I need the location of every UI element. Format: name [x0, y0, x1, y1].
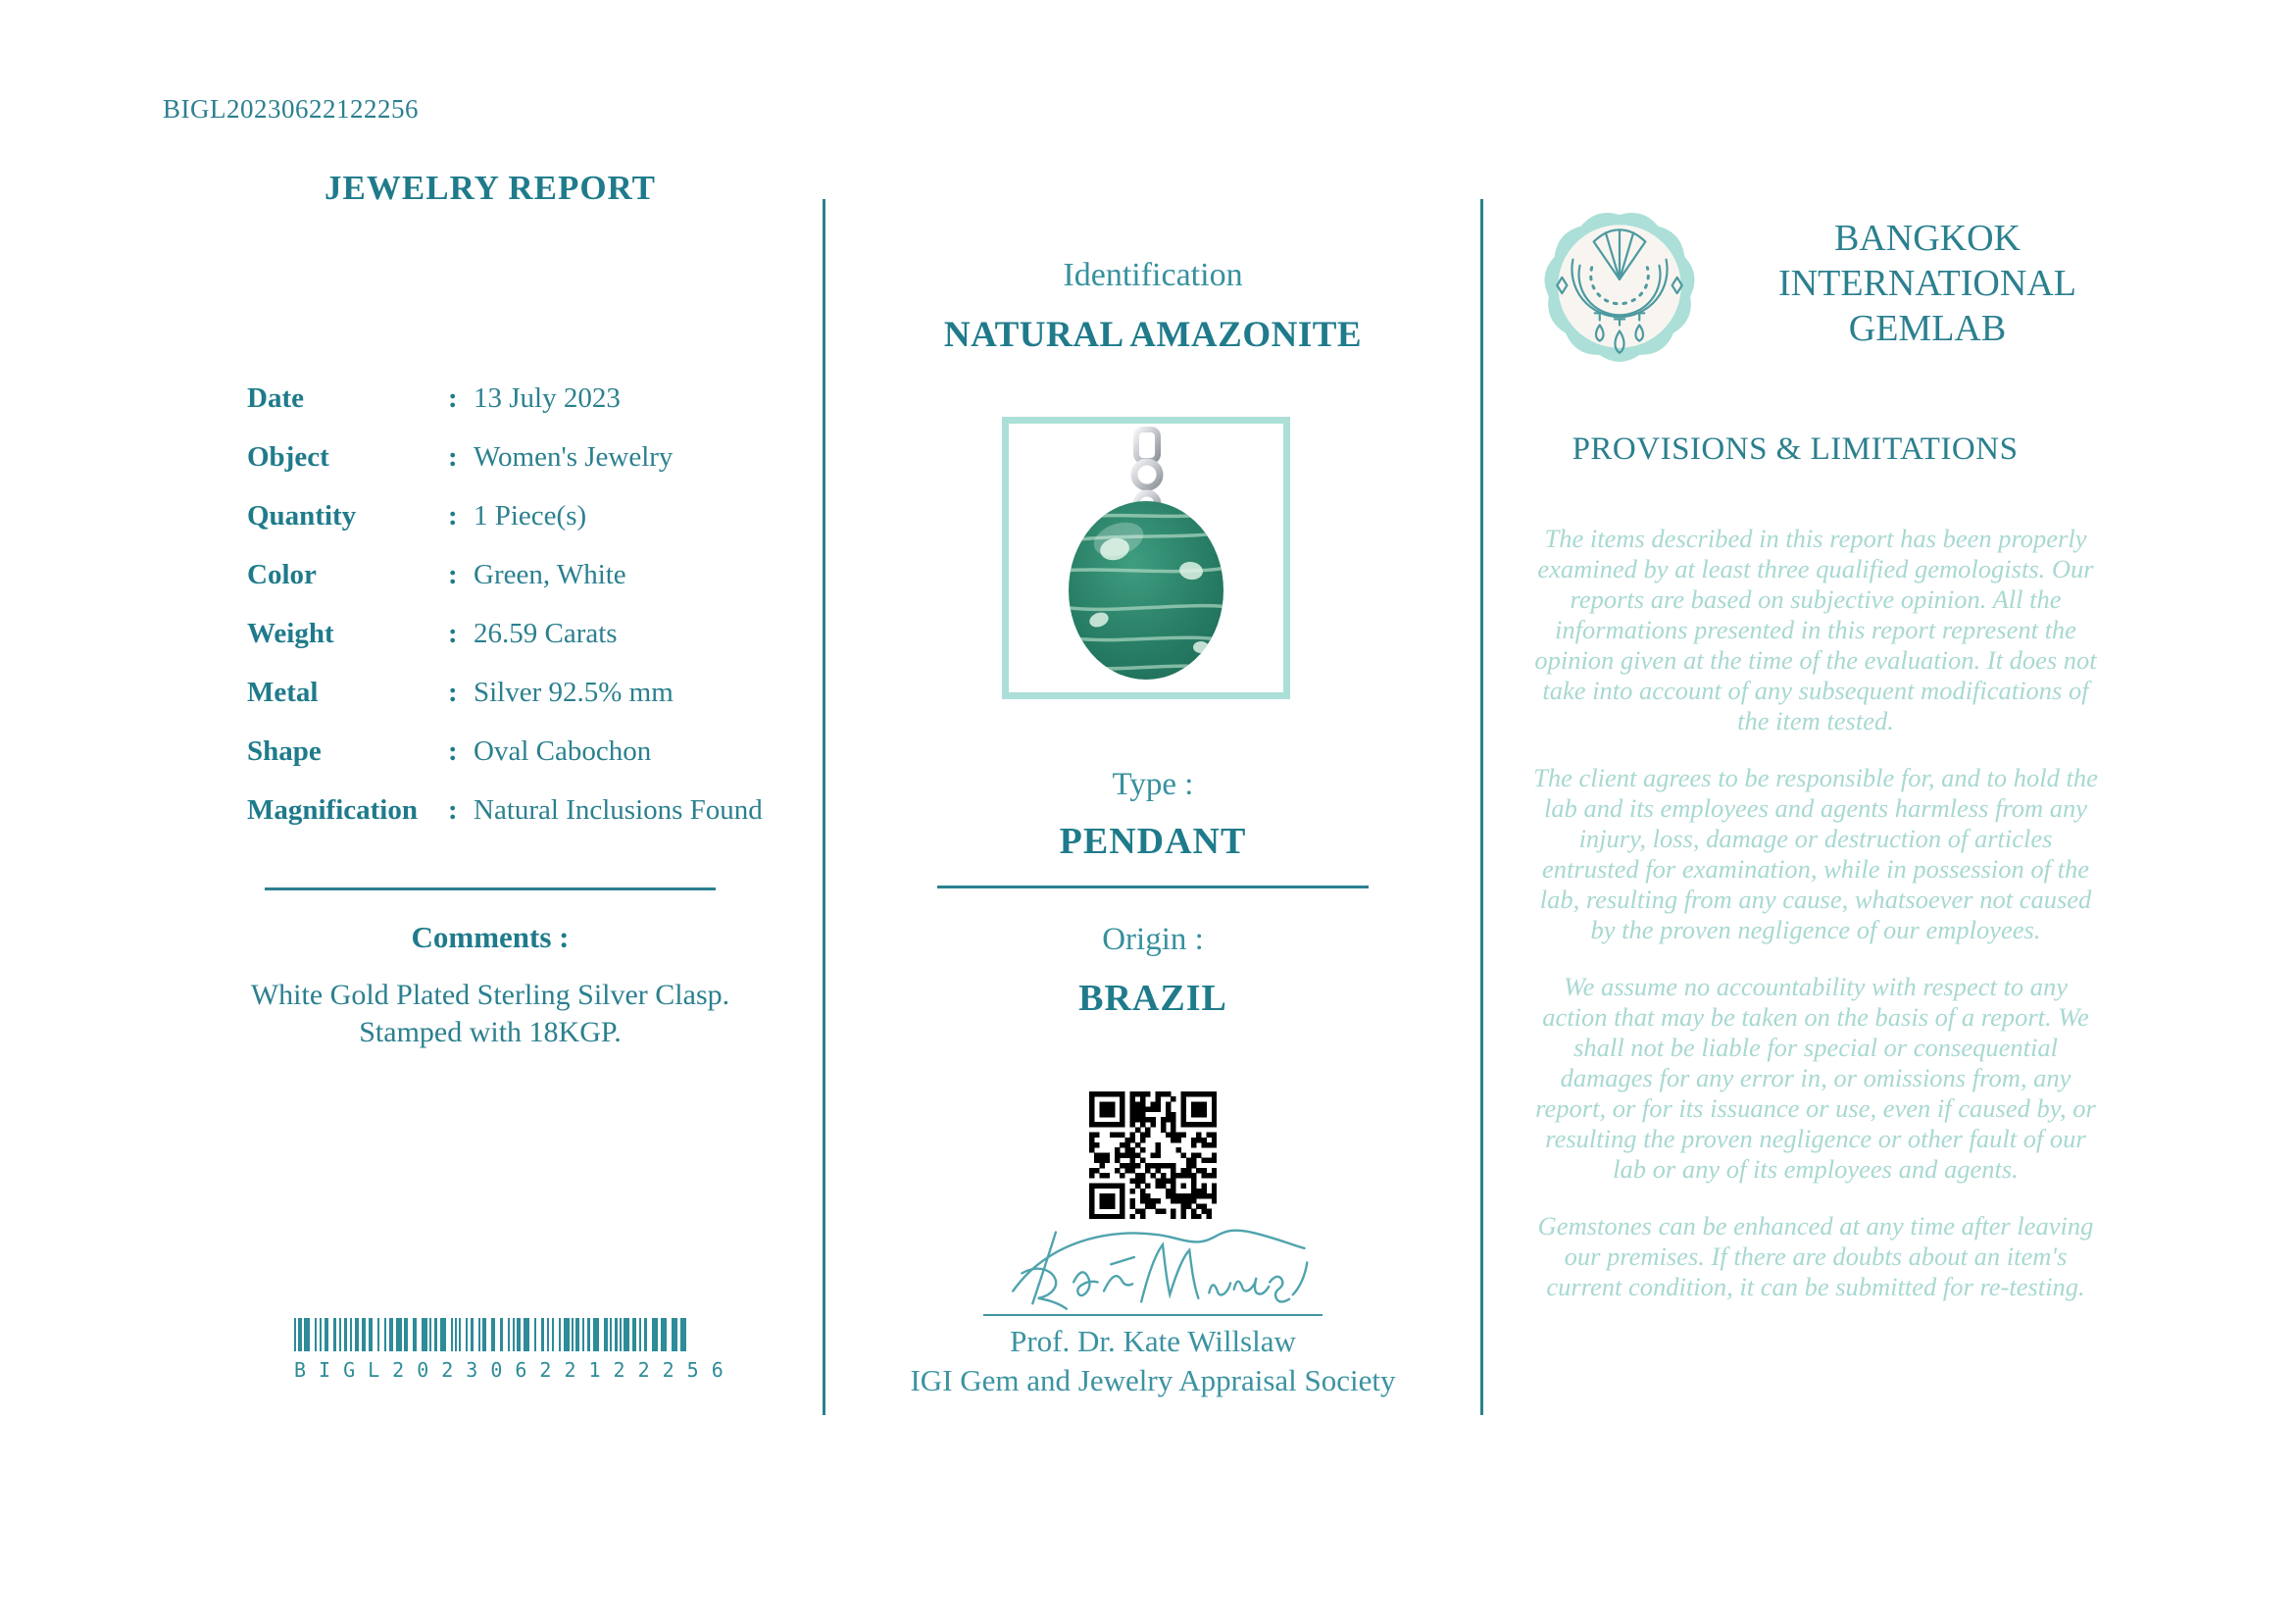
detail-colon: : — [448, 618, 458, 649]
detail-label: Shape — [247, 735, 322, 767]
lab-name: BANGKOK INTERNATIONAL GEMLAB — [1778, 218, 2076, 349]
detail-row-color — [247, 559, 811, 618]
comments-divider — [265, 887, 716, 890]
detail-colon: : — [448, 382, 458, 414]
detail-colon: : — [448, 677, 458, 708]
comment-line: White Gold Plated Sterling Silver Clasp. — [250, 979, 730, 1011]
provisions-text — [1532, 524, 2099, 1329]
detail-value: 1 Piece(s) — [474, 500, 587, 532]
qr-code-icon — [1089, 1091, 1217, 1219]
detail-row-object — [247, 441, 811, 500]
detail-label: Color — [247, 559, 317, 590]
provisions-paragraph: The items described in this report has been properly examined by at least three qualified gemologists. Our reports are based on subjective opinion. All the informations presented in this report represent the opinion given at the time of the evaluation. It does not take into account of any subsequent modifications of the item tested. — [1534, 524, 2097, 735]
detail-value: Oval Cabochon — [474, 735, 652, 767]
identification-heading: Identification — [1063, 257, 1243, 293]
report-title: JEWELRY REPORT — [324, 169, 656, 207]
detail-value: 26.59 Carats — [474, 618, 618, 649]
detail-label: Date — [247, 382, 304, 414]
origin-label: Origin : — [1102, 922, 1204, 957]
detail-colon: : — [448, 735, 458, 767]
report-number: BIGL20230622122256 — [163, 94, 419, 124]
detail-label: Magnification — [247, 794, 418, 826]
detail-label: Metal — [247, 677, 319, 708]
detail-value: Natural Inclusions Found — [474, 794, 763, 826]
type-value: PENDANT — [1059, 821, 1247, 862]
detail-row-shape — [247, 735, 811, 794]
signature — [981, 1218, 1324, 1316]
provisions-heading: PROVISIONS & LIMITATIONS — [1572, 431, 2019, 467]
detail-value: Green, White — [474, 559, 626, 590]
comments-text — [225, 977, 755, 1051]
detail-colon: : — [448, 794, 458, 826]
provisions-paragraph: Gemstones can be enhanced at any time after leaving our premises. If there are doubts about an item's current condition, it can be submitted for re-testing. — [1537, 1211, 2094, 1301]
signature-script-icon — [981, 1218, 1324, 1316]
detail-colon: : — [448, 500, 458, 532]
provisions-paragraph: The client agrees to be responsible for, and to hold the lab and its employees and agents harmless from any injury, loss, damage or destruction of articles entrusted for examination, while in possession of the lab, resulting from any cause, whatsoever not caused by the proven negligence of our employees. — [1533, 763, 2098, 944]
comment-line: Stamped with 18KGP. — [359, 1016, 622, 1048]
detail-colon: : — [448, 441, 458, 473]
qr-code — [1089, 1091, 1217, 1219]
detail-row-metal — [247, 677, 811, 735]
signatory-name: Prof. Dr. Kate Willslaw — [1010, 1324, 1296, 1358]
signatory-organization: IGI Gem and Jewelry Appraisal Society — [910, 1363, 1396, 1397]
detail-row-magnification — [247, 794, 811, 853]
comments-heading: Comments : — [411, 920, 570, 954]
pendant-photo-frame — [1002, 417, 1290, 699]
provisions-paragraph: We assume no accountability with respect to any action that may be taken on the basis of a report. We shall not be liable for special or consequential damages for any error in, or omissions from, any report, or for its issuance or use, even if caused by, or resulting the proven negligence or other fault of our lab or any of its employees and agents. — [1535, 972, 2096, 1184]
detail-label: Weight — [247, 618, 334, 649]
gem-seal-icon — [1542, 202, 1697, 371]
detail-row-weight — [247, 618, 811, 677]
barcode-icon — [294, 1318, 686, 1351]
detail-row-quantity — [247, 500, 811, 559]
detail-colon: : — [448, 559, 458, 590]
detail-label: Object — [247, 441, 329, 473]
signature-underline — [983, 1314, 1323, 1316]
identification-result: NATURAL AMAZONITE — [943, 315, 1363, 355]
barcode — [294, 1318, 736, 1382]
detail-value: Women's Jewelry — [474, 441, 674, 473]
origin-value: BRAZIL — [1078, 978, 1227, 1019]
type-origin-divider — [937, 886, 1369, 888]
column-divider-left — [823, 199, 825, 1415]
lab-header — [1542, 202, 2130, 371]
barcode-text: BIGL20230622122256 — [294, 1358, 736, 1382]
detail-label: Quantity — [247, 500, 357, 532]
detail-value: Silver 92.5% mm — [474, 677, 674, 708]
column-divider-right — [1480, 199, 1483, 1415]
type-label: Type : — [1112, 767, 1194, 802]
details-table — [247, 382, 811, 853]
amazonite-pendant-image — [1009, 424, 1283, 692]
detail-row-date — [247, 382, 811, 441]
detail-value: 13 July 2023 — [474, 382, 621, 414]
